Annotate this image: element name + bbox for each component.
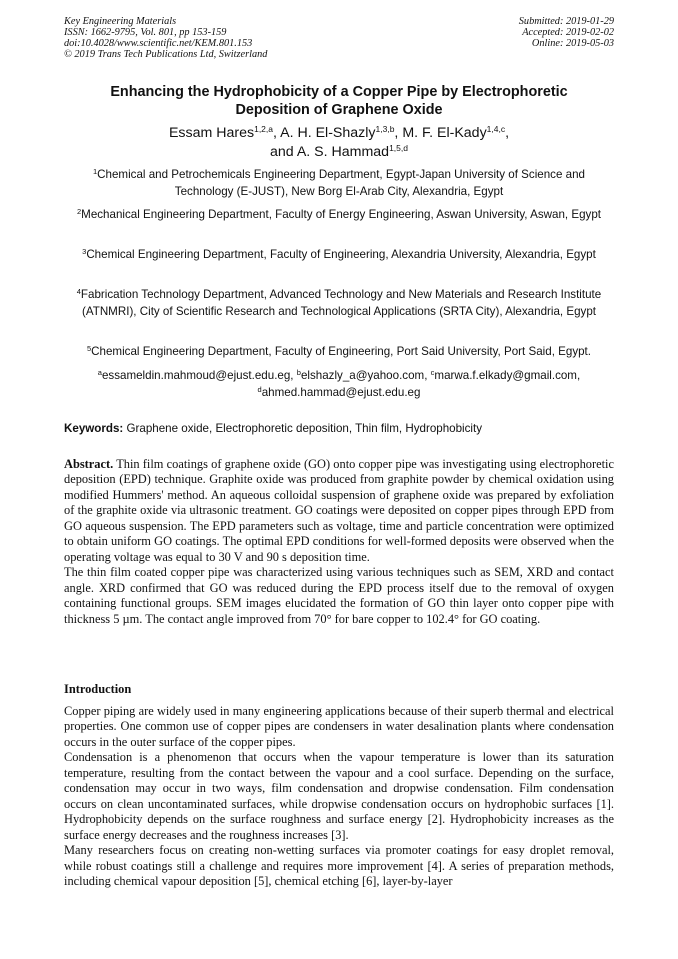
affiliation-number: 3 — [82, 247, 87, 256]
author-separator: , — [505, 125, 510, 141]
author-name: A. H. El-Shazly — [280, 125, 376, 141]
author-affiliation-mark: 1,4,c — [486, 124, 506, 134]
affiliation-4 — [64, 286, 614, 320]
email-address[interactable]: elshazly_a@yahoo.com, — [300, 369, 431, 382]
author-separator: , — [394, 125, 403, 141]
author-separator: , — [273, 125, 281, 141]
author-name: and A. S. Hammad — [270, 144, 390, 160]
affiliation-number: 2 — [76, 207, 82, 216]
introduction-paragraph-3: Many researchers focus on creating non-wetting surfaces via promoter coatings for easy droplet removal, while robust coatings still a challenge and requires more improvement [4]. A series of preparation methods, including chemical vapour deposition [5], chemical etching [6], layer-by-layer — [64, 843, 614, 888]
affiliation-text: Chemical Engineering Department, Faculty of Engineering, Alexandria University, Alexandria, Egypt — [86, 248, 596, 261]
author-affiliation-mark: 1,3,b — [375, 124, 395, 134]
affiliation-number: 1 — [92, 167, 98, 176]
email-address[interactable]: essameldin.mahmoud@ejust.edu.eg, — [101, 369, 297, 382]
affiliation-text: Chemical and Petrochemicals Engineering Department, Egypt-Japan University of Science and Technology (E-JUST), New Borg El-Arab City, Alexandria, Egypt — [97, 168, 585, 198]
affiliation-text: Chemical Engineering Department, Faculty of Engineering, Port Said University, Port Said, Egypt. — [91, 345, 592, 358]
introduction-body — [64, 704, 614, 889]
keywords — [64, 420, 614, 437]
submitted-date: Submitted: 2019-01-29 — [518, 16, 614, 27]
author-name: Essam Hares — [168, 125, 255, 141]
abstract — [64, 457, 614, 627]
email-mark: b — [296, 368, 301, 377]
affiliation-3 — [64, 246, 614, 263]
author-list — [64, 124, 614, 162]
keywords-label: Keywords: — [64, 422, 124, 435]
affiliation-text: Fabrication Technology Department, Advanced Technology and New Materials and Research Institute (ATNMRI), City of Scientific Research and Technological Applications (SRTA City), Alexandria, Egypt — [80, 288, 602, 318]
journal-issn: ISSN: 1662-9795, Vol. 801, pp 153-159 — [64, 27, 227, 38]
affiliation-number: 4 — [76, 287, 81, 296]
journal-doi: doi:10.4028/www.scientific.net/KEM.801.153 — [64, 38, 253, 49]
author-name: M. F. El-Kady — [402, 125, 487, 141]
title-line-1: Enhancing the Hydrophobicity of a Copper Pipe by Electrophoretic — [110, 84, 568, 100]
abstract-paragraph-2: The thin film coated copper pipe was characterized using various techniques such as SEM, XRD and contact angle. XRD confirmed that GO was reduced during the EPD process itself due to the removal of oxygen containing functional groups. SEM images elucidated the formation of GO thin layer onto copper pipe with thickness 5 µm. The contact angle improved from 70° for bare copper to 102.4° for GO coating. — [64, 565, 614, 626]
email-mark: a — [97, 368, 102, 377]
journal-name: Key Engineering Materials — [64, 16, 177, 27]
paper-title — [64, 83, 614, 119]
journal-info — [64, 16, 267, 60]
introduction-paragraph-1: Copper piping are widely used in many engineering applications because of their superb thermal and electrical properties. One common use of copper pipes are condensers in water desalination plants where condensation occurs in the outer surface of the copper pipes. — [64, 704, 614, 749]
accepted-date: Accepted: 2019-02-02 — [522, 27, 614, 38]
affiliation-number: 5 — [86, 344, 92, 353]
keywords-text: Graphene oxide, Electrophoretic deposition, Thin film, Hydrophobicity — [123, 422, 483, 435]
email-list — [84, 367, 594, 401]
abstract-label: Abstract. — [64, 457, 114, 471]
introduction-heading: Introduction — [64, 682, 132, 696]
abstract-paragraph-1 — [64, 457, 614, 565]
email-address[interactable]: ahmed.hammad@ejust.edu.eg — [261, 386, 421, 399]
affiliation-text: Mechanical Engineering Department, Faculty of Energy Engineering, Aswan University, Aswan, Egypt — [81, 208, 601, 221]
author-affiliation-mark: 1,5,d — [389, 143, 408, 153]
affiliation-2 — [64, 206, 614, 223]
author-line-2 — [64, 143, 614, 162]
email-mark: d — [257, 385, 262, 394]
submission-dates — [519, 16, 614, 49]
journal-copyright: © 2019 Trans Tech Publications Ltd, Switzerland — [64, 49, 268, 60]
introduction-paragraph-2: Condensation is a phenomenon that occurs when the vapour temperature is lower than its saturation temperature, resulting from the contact between the vapour and a cool surface. Depending on the surface, condensation may occur in two ways, film condensation and dropwise condensation. Film condensation occurs on clean uncontaminated surfaces, while dropwise condensation occurs on hydrophobic surfaces [1]. Hydrophobicity depends on the surface roughness and surface energy [2]. Hydrophobicity increases as the surface energy decreases and the roughness increases [3]. — [64, 750, 614, 842]
affiliation-1 — [64, 166, 614, 200]
affiliation-5 — [64, 343, 614, 360]
title-line-2: Deposition of Graphene Oxide — [235, 102, 443, 118]
email-address[interactable]: marwa.f.elkady@gmail.com, — [434, 369, 581, 382]
author-affiliation-mark: 1,2,a — [254, 124, 273, 134]
abstract-text: Thin film coatings of graphene oxide (GO) onto copper pipe was investigating using electrophoretic deposition (EPD) technique. Graphite oxide was produced from graphite powder by chemical oxidation using modified Hummers' method. An aqueous colloidal suspension of graphene oxide was prepared by exfoliation of the graphite oxide via ultrasonic treatment. GO coatings were deposited on copper pipes through EPD from GO aqueous suspension. The EPD parameters such as voltage, time and particle concentration were optimized to obtain uniform GO coatings. The optimal EPD conditions for well-formed deposits were observed when the operating voltage was equal to 30 V and 90 s deposition time. — [64, 457, 614, 564]
email-mark: c — [430, 368, 435, 377]
author-line-1 — [64, 124, 614, 143]
online-date: Online: 2019-05-03 — [531, 38, 614, 49]
